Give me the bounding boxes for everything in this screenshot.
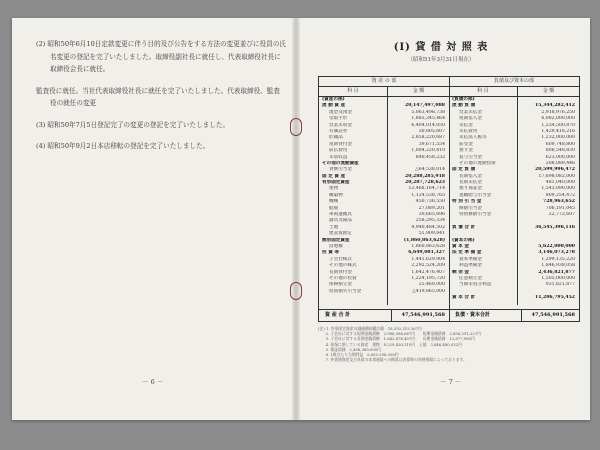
row-label: (負債の部)	[452, 97, 475, 102]
row-value: 840,458,232	[415, 154, 445, 160]
row-label: 営業未収金	[329, 122, 352, 128]
liabilities-total-row	[449, 309, 579, 321]
row-label: 賞与引当金	[459, 154, 482, 160]
row-label: 預り保証金	[459, 186, 482, 192]
row-value: 1,299,135,220	[541, 256, 575, 262]
row-label: 有価証券	[329, 128, 348, 134]
row-value: 728,963,652	[543, 199, 575, 205]
binding-staple	[290, 118, 302, 136]
row-value: 22,772,607	[548, 212, 575, 218]
row-value: 3,146,073,278	[538, 250, 575, 256]
row-label: 現金及預金	[329, 109, 352, 115]
row-value: 1,505,000,000	[541, 275, 575, 281]
footnote: (注) 1. 有形固定資産の減価償却累計額 18,392,315,267円	[318, 326, 422, 331]
total-label: 負債・資本合計	[449, 310, 522, 321]
paragraph: (2) 昭和50年6月10日定款変更に伴う目的及び公告をする方法の変更並びに役員の氏名変更の登記を完了いたしました。取締役副社長に就任し、代表取締役社長に取締役会長に就任。	[36, 40, 287, 73]
row-label: 資 本 合 計	[452, 295, 476, 301]
row-value: 1,441,629,904	[411, 256, 445, 262]
row-value: 931,821,877	[545, 282, 575, 288]
row-value: 5,622,000,000	[538, 243, 575, 249]
row-value: 1,234,500,870	[541, 122, 575, 128]
row-label: 受取手形	[329, 116, 348, 122]
column-header	[449, 87, 579, 97]
row-label: 前受金	[459, 141, 473, 147]
liabilities-rows	[449, 97, 579, 305]
row-value: 1,004,220,410	[411, 148, 445, 154]
footnotes	[318, 326, 580, 362]
col-item-header: 科 目	[319, 87, 388, 96]
row-value: 481,040,000	[545, 180, 575, 186]
total-label: 資 産 合 計	[319, 310, 392, 321]
row-label: 借地権	[329, 243, 343, 249]
row-value: 1,860,863,628	[411, 243, 445, 249]
row-label: その他の投資	[329, 275, 357, 281]
table-row	[319, 289, 449, 295]
total-value: 47,546,991,568	[531, 312, 575, 318]
row-label: その他の株式	[329, 263, 357, 269]
row-value: 806,548,830	[545, 148, 575, 154]
row-label: 流 動 資 産	[322, 103, 346, 109]
row-label: 長期貸付金	[329, 269, 352, 275]
row-value: 51,909,841	[418, 231, 445, 237]
footnote: 3. 子会社に対する長期金銭債権 1,642,476,407円 長期金銭債務 12,877,960円	[318, 336, 475, 342]
row-value: 20,147,497,088	[405, 103, 445, 109]
row-label: 保険積立金	[329, 282, 352, 288]
row-label: 未払費用	[459, 128, 478, 134]
col-amount-header: 金 額	[412, 88, 425, 94]
row-value: 2,292,524,209	[411, 263, 445, 269]
row-value: 609,748,800	[545, 141, 575, 147]
assets-rows	[319, 97, 449, 305]
row-label: 短期借入金	[459, 116, 482, 122]
row-label: 子会社株式	[329, 256, 352, 262]
row-label: 貯蔵品	[329, 135, 343, 141]
row-value: 1,429,418,216	[541, 128, 575, 134]
row-label: 前払費用	[329, 148, 348, 154]
row-value: 25,469,000	[418, 282, 445, 288]
book-gutter	[292, 18, 300, 420]
row-value: 36,545,396,116	[535, 224, 575, 230]
row-value: 258,295,334	[415, 218, 445, 224]
footnote: 5. 保証債務 2,458,380,000円	[318, 346, 381, 352]
paragraph: 監査役に就任。当社代表取締役社長に就任を完了いたしました。代表取締役、監査役の就任の変更	[36, 86, 280, 107]
row-value: 1,232,000,000	[541, 135, 575, 141]
row-label: 長期未払金	[459, 180, 482, 186]
row-value: 2,858,220,687	[411, 135, 445, 141]
total-value: 47,546,991,568	[401, 312, 445, 318]
row-label: 貸倒引当金	[329, 167, 352, 173]
row-value: (1,860,863,628)	[403, 237, 445, 243]
page-title: (Ⅰ) 貸 借 対 照 表	[393, 42, 489, 53]
row-value: 809,254,472	[545, 192, 575, 198]
row-value: 20,599,996,472	[535, 167, 575, 173]
row-label: その他の流動資産	[322, 160, 359, 166]
row-label: 任意積立金	[459, 275, 482, 281]
row-label: 長期借入金	[459, 173, 482, 179]
row-value: 11,206,795,452	[535, 295, 575, 301]
row-value: 1,846,938,058	[541, 263, 575, 269]
row-label: 有形固定資産	[322, 180, 350, 186]
column-header	[319, 87, 449, 97]
row-value: 20,287,728,623	[405, 180, 445, 186]
row-label: 投資損失引当金	[329, 288, 362, 294]
footnote: 7. 外貨建資産及び負債の本邦通貨への換算は決算時の為替相場によっております。	[318, 357, 467, 363]
col-item-header: 科 目	[449, 87, 518, 96]
row-value: 2,918,976,250	[541, 109, 575, 115]
row-value: 30,805,607	[418, 128, 445, 134]
row-label: (資本の部)	[452, 237, 475, 243]
row-value: 5,063,498,738	[411, 109, 445, 115]
right-page	[310, 38, 572, 69]
row-value: 623,000,000	[545, 154, 575, 160]
page-number-left: － 6 －	[142, 378, 164, 386]
row-label: 営業未払金	[459, 109, 482, 115]
row-label: 特別修繕引当金	[459, 212, 492, 218]
row-value: 208,089,446	[545, 160, 575, 166]
liabilities-header: 負債及び資本の部	[449, 77, 579, 87]
assets-column	[319, 77, 450, 321]
paragraph: (3) 昭和50年7月5日登記完了の変更の登記を完了いたしました。	[36, 120, 230, 129]
footnote: 4. 担保に供している資産 建物 8,229,450,310円 土地 3,846,480,032円	[318, 341, 462, 347]
row-label: 資 本 金	[452, 243, 469, 249]
row-label: 固 定 負 債	[452, 167, 476, 173]
row-value: △419,865,000	[412, 288, 445, 294]
binding-staple	[290, 282, 302, 300]
row-value: △64,538,014	[415, 167, 445, 173]
row-label: 資本準備金	[459, 256, 482, 262]
row-value: 27,089,201	[418, 205, 445, 211]
row-value: 6,082,000,000	[541, 116, 575, 122]
row-value: 1,124,538,765	[411, 192, 445, 198]
row-value: 15,344,282,412	[535, 103, 575, 109]
row-value: 2,436,821,877	[538, 269, 575, 275]
row-value: 1,224,195,720	[411, 275, 445, 281]
row-label: 預り金	[459, 148, 473, 154]
row-label: 未払金	[459, 122, 473, 128]
row-label: 土地	[329, 224, 339, 230]
row-label: 未払法人税等	[459, 135, 487, 141]
row-label: 車両運搬具	[329, 212, 352, 218]
row-value: 1,883,345,464	[411, 116, 445, 122]
table-row	[449, 295, 579, 301]
assets-header: 資 産 の 部	[319, 77, 449, 87]
row-label: 修繕引当金	[459, 205, 482, 211]
row-label: 無形固定資産	[322, 237, 350, 243]
row-value: 1,543,090,000	[541, 186, 575, 192]
row-label: 器具及備品	[329, 218, 352, 224]
assets-total-row	[319, 309, 449, 321]
row-label: 剰 余 金	[452, 269, 469, 275]
row-value: 450,736,550	[415, 199, 445, 205]
row-label: 法 定 準 備 金	[452, 250, 482, 256]
row-label: その他の流動負債	[459, 160, 496, 166]
row-value: 706,191,045	[545, 205, 575, 211]
row-label: 建設仮勘定	[329, 231, 352, 237]
row-label: 固 定 資 産	[322, 173, 346, 179]
page-number-right: － 7 －	[440, 378, 462, 386]
row-value: 6,649,081,327	[408, 250, 445, 256]
row-label: 船舶	[329, 205, 339, 211]
paragraph: (4) 昭和50年9月2日本店移転の登記を完了いたしました。	[36, 142, 210, 150]
row-label: 投 資 等	[322, 250, 339, 256]
balance-sheet-table	[318, 76, 580, 322]
footnote: 6. 1株当たり当期利益 5,635,296,558円	[318, 352, 399, 358]
row-value: 17,698,082,000	[538, 173, 575, 179]
row-label: 短期貸付金	[329, 141, 352, 147]
row-value: 20,288,285,918	[405, 173, 445, 179]
footnote: 2. 子会社に対する短期金銭債権 2,986,384,667円 短期金銭債務 2,856,391,227円	[318, 331, 481, 337]
row-value: 39,671,554	[418, 141, 445, 147]
page-subtitle: （昭和51年3月31日現在）	[407, 57, 475, 63]
col-amount-header: 金 額	[542, 88, 555, 94]
row-label: 機械	[329, 199, 339, 205]
row-label: 流 動 負 債	[452, 103, 476, 109]
row-label: 退職給与引当金	[459, 192, 492, 198]
left-page	[36, 38, 286, 162]
row-label: 構築物	[329, 192, 343, 198]
row-value: 4,940,484,502	[411, 224, 445, 230]
row-value: 1,642,476,407	[411, 269, 445, 275]
row-label: 建物	[329, 186, 339, 192]
liabilities-column	[449, 77, 579, 321]
row-label: 当期未処分利益	[459, 282, 492, 288]
row-label: 未収収益	[329, 154, 348, 160]
row-label: 負 債 合 計	[452, 224, 476, 230]
row-value: 6,404,014,050	[411, 122, 445, 128]
row-label: (資産の部)	[322, 97, 345, 102]
row-label: 特 別 引 当 金	[452, 199, 482, 205]
row-label: 利益準備金	[459, 263, 482, 269]
row-value: 13,468,164,714	[408, 186, 445, 192]
row-value: 30,665,696	[418, 212, 445, 218]
